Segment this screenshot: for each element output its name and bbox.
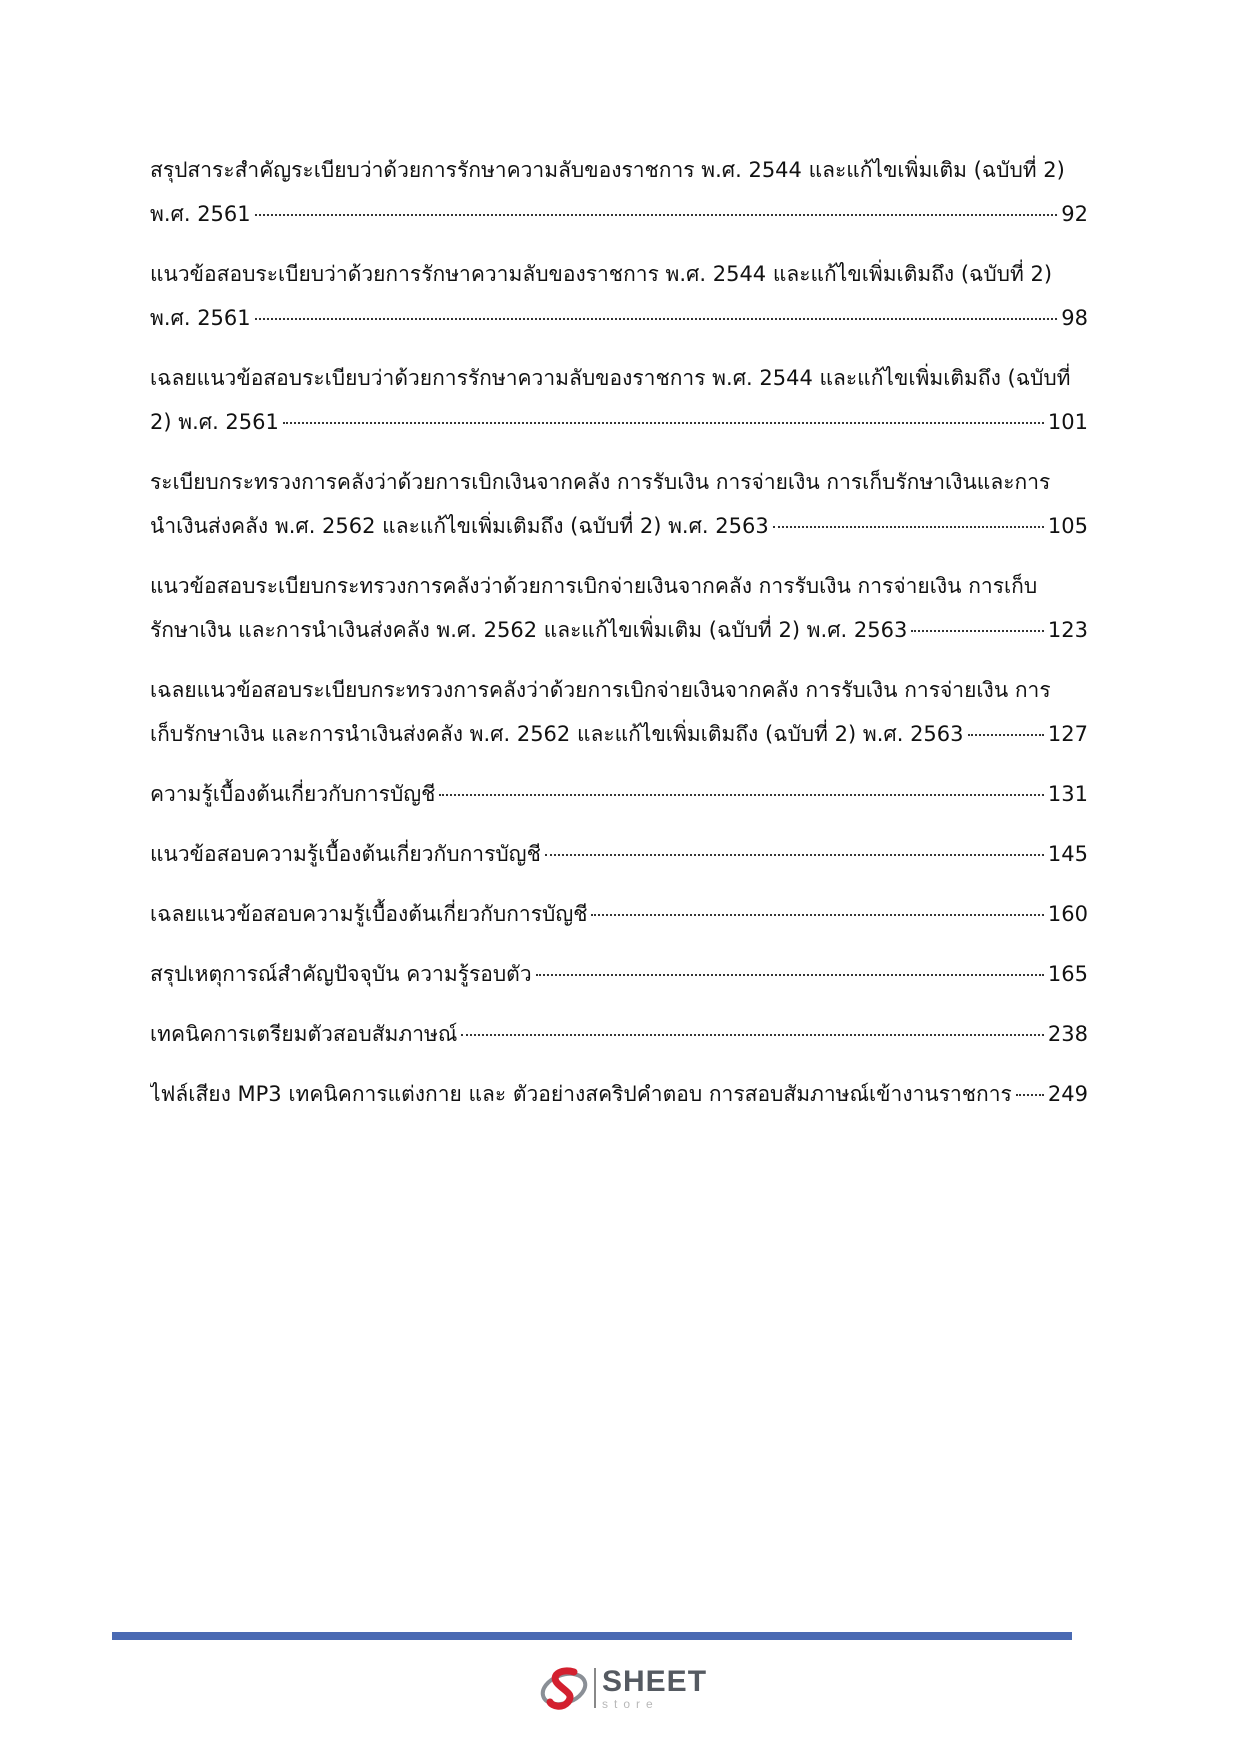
- toc-entry-title-line2: รักษาเงิน และการนำเงินส่งคลัง พ.ศ. 2562 และแก้ไขเพิ่มเติม (ฉบับที่ 2) พ.ศ. 2563: [150, 618, 908, 642]
- toc-entry-title-line1: แนวข้อสอบระเบียบกระทรวงการคลังว่าด้วยการเบิกจ่ายเงินจากคลัง การรับเงิน การจ่ายเงิน การเก็บ: [150, 574, 1038, 598]
- toc-page-number: 238: [1047, 1022, 1088, 1046]
- toc-page-number: 123: [1047, 618, 1088, 642]
- toc-page-number: 160: [1047, 902, 1088, 926]
- toc-entry-title-line2: พ.ศ. 2561: [150, 202, 251, 226]
- dot-leader: [1016, 1094, 1044, 1096]
- toc-entry[interactable]: [150, 356, 1088, 444]
- dot-leader: [439, 794, 1043, 796]
- toc-entry[interactable]: [150, 892, 1088, 936]
- toc-page-number: 249: [1047, 1082, 1088, 1106]
- logo-wordmark: SHEET: [602, 1664, 708, 1698]
- toc-entry-title-line1: ระเบียบกระทรวงการคลังว่าด้วยการเบิกเงินจากคลัง การรับเงิน การจ่ายเงิน การเก็บรักษาเงินและการ: [150, 470, 1051, 494]
- toc-entry[interactable]: [150, 832, 1088, 876]
- toc-page-number: 92: [1061, 202, 1088, 226]
- toc-page-number: 145: [1047, 842, 1088, 866]
- toc-entry[interactable]: [150, 1072, 1088, 1116]
- dot-leader: [536, 974, 1044, 976]
- dot-leader: [968, 734, 1044, 736]
- toc-entry-title-line1: แนวข้อสอบระเบียบว่าด้วยการรักษาความลับของราชการ พ.ศ. 2544 และแก้ไขเพิ่มเติมถึง (ฉบับที่ 2): [150, 262, 1053, 286]
- dot-leader: [545, 854, 1044, 856]
- toc-entry-title-line2: นำเงินส่งคลัง พ.ศ. 2562 และแก้ไขเพิ่มเติมถึง (ฉบับที่ 2) พ.ศ. 2563: [150, 514, 769, 538]
- toc-entry[interactable]: [150, 148, 1088, 236]
- dot-leader: [461, 1034, 1044, 1036]
- toc-entry-title-line1: เฉลยแนวข้อสอบระเบียบว่าด้วยการรักษาความลับของราชการ พ.ศ. 2544 และแก้ไขเพิ่มเติมถึง (ฉบับที่: [150, 366, 1071, 390]
- toc-entry-title: ไฟล์เสียง MP3 เทคนิคการแต่งกาย และ ตัวอย่างสคริปคำตอบ การสอบสัมภาษณ์เข้างานราชการ: [150, 1082, 1012, 1106]
- toc-entry[interactable]: [150, 252, 1088, 340]
- dot-leader: [591, 914, 1043, 916]
- toc-entry-title-line2: พ.ศ. 2561: [150, 306, 251, 330]
- logo-text: [602, 1664, 708, 1711]
- toc-entry-title-line1: เฉลยแนวข้อสอบระเบียบกระทรวงการคลังว่าด้วยการเบิกจ่ายเงินจากคลัง การรับเงิน การจ่ายเงิน การ: [150, 678, 1051, 702]
- dot-leader: [255, 318, 1058, 320]
- toc-entry[interactable]: [150, 460, 1088, 548]
- logo-divider: [594, 1668, 596, 1708]
- dot-leader: [255, 214, 1058, 216]
- toc-page-number: 131: [1047, 782, 1088, 806]
- dot-leader: [911, 630, 1044, 632]
- sheet-store-logo-icon: [538, 1662, 590, 1714]
- toc-page-number: 127: [1047, 722, 1088, 746]
- toc-entry-title: เฉลยแนวข้อสอบความรู้เบื้องต้นเกี่ยวกับการบัญชี: [150, 902, 588, 926]
- dot-leader: [773, 526, 1044, 528]
- sheet-store-logo: [538, 1660, 718, 1716]
- toc-page-number: 101: [1047, 410, 1088, 434]
- toc-entry-title-line2: เก็บรักษาเงิน และการนำเงินส่งคลัง พ.ศ. 2562 และแก้ไขเพิ่มเติมถึง (ฉบับที่ 2) พ.ศ. 2563: [150, 722, 964, 746]
- footer-divider-bar: [112, 1632, 1072, 1640]
- toc-page-number: 98: [1061, 306, 1088, 330]
- toc-page-number: 165: [1047, 962, 1088, 986]
- toc-entry[interactable]: [150, 564, 1088, 652]
- toc-entry-title: สรุปเหตุการณ์สำคัญปัจจุบัน ความรู้รอบตัว: [150, 962, 532, 986]
- toc-entry-title-line1: สรุปสาระสำคัญระเบียบว่าด้วยการรักษาความลับของราชการ พ.ศ. 2544 และแก้ไขเพิ่มเติม (ฉบับที่ 2): [150, 158, 1065, 182]
- toc-entry-title: ความรู้เบื้องต้นเกี่ยวกับการบัญชี: [150, 782, 436, 806]
- table-of-contents: [150, 148, 1088, 1132]
- toc-page-number: 105: [1047, 514, 1088, 538]
- toc-entry[interactable]: [150, 952, 1088, 996]
- toc-entry-title-line2: 2) พ.ศ. 2561: [150, 410, 279, 434]
- toc-entry[interactable]: [150, 668, 1088, 756]
- toc-entry-title: เทคนิคการเตรียมตัวสอบสัมภาษณ์: [150, 1022, 458, 1046]
- dot-leader: [283, 422, 1044, 424]
- toc-entry[interactable]: [150, 1012, 1088, 1056]
- toc-entry-title: แนวข้อสอบความรู้เบื้องต้นเกี่ยวกับการบัญชี: [150, 842, 541, 866]
- toc-entry[interactable]: [150, 772, 1088, 816]
- logo-subtitle: store: [602, 1696, 659, 1711]
